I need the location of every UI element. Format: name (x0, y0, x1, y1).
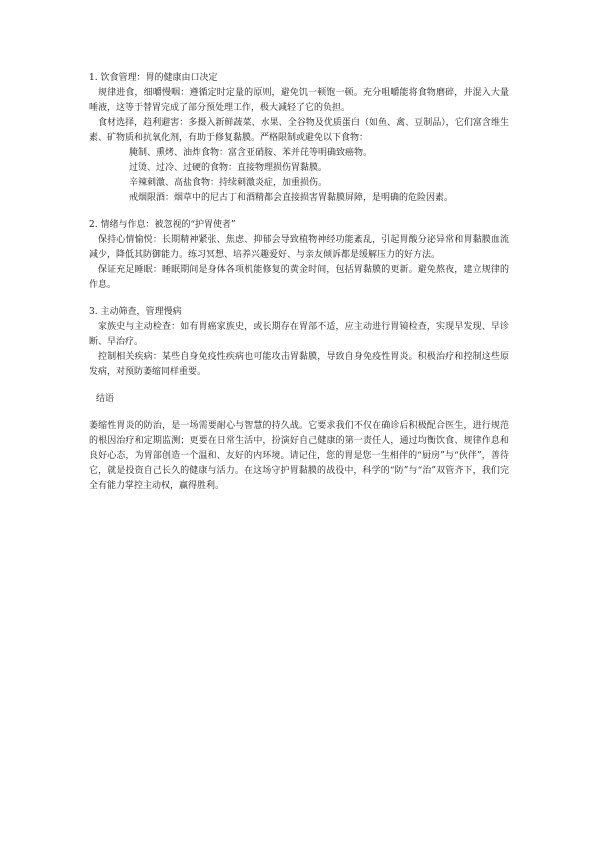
spacer (89, 407, 509, 419)
conclusion-paragraph: 萎缩性胃炎的防治，是一场需要耐心与智慧的持久战。它要求我们不仅在确诊后积极配合医生，进行规范的根因治疗和定期监测；更要在日常生活中，扮演好自己健康的第一责任人，通过均衡饮食、规律作息和良好心态，为胃部创造一个温和、友好的内环境。请记住，您的胃是您一生相伴的“厨房”与“伙伴”，善待它，就是投资自己长久的健康与活力。在这场守护胃黏膜的战役中，科学的“防”与“治”双管齐下，我们完全有能力掌控主动权，赢得胜利。 (89, 421, 509, 491)
list-item: 辛辣刺激、高盐食物：持续刺激炎症，加重损伤。 (129, 178, 328, 188)
paragraph-family-history: 家族史与主动检查：如有胃癌家族史，或长期存在胃部不适，应主动进行胃镜检查，实现早发现、早诊断、早治疗。 (89, 322, 509, 347)
list-item: 过烫、过冷、过硬的食物：直接物理损伤胃黏膜。 (129, 163, 328, 173)
paragraph-related-disease: 控制相关疾病：某些自身免疫性疾病也可能攻击胃黏膜，导致自身免疫性胃炎。积极治疗和控制这些原发病，对预防萎缩同样重要。 (89, 352, 509, 377)
conclusion-heading: 结语 (96, 394, 115, 404)
spacer (89, 293, 509, 305)
section-heading-screening: 3. 主动筛查，管理慢病 (89, 307, 182, 317)
list-item: 腌制、熏烤、油炸食物：富含亚硝胺、苯并芘等明确致癌物。 (129, 148, 373, 158)
section-heading-diet: 1. 饮食管理：胃的健康由口决定 (89, 73, 218, 83)
paragraph-food-choice: 食材选择，趋利避害：多摄入新鲜蔬菜、水果、全谷物及优质蛋白（如鱼、禽、豆制品），它们富含维生素、矿物质和抗氧化剂，有助于修复黏膜。严格限制或避免以下食物： (89, 118, 509, 143)
paragraph-regular-eating: 规律进食，细嚼慢咽：遵循定时定量的原则，避免饥一顿饱一顿。充分咀嚼能将食物磨碎，并混入大量唾液，这等于替胃完成了部分预处理工作，极大减轻了它的负担。 (89, 88, 509, 113)
document-page (89, 71, 509, 494)
list-item: 戒烟限酒：烟草中的尼古丁和酒精都会直接损害胃黏膜屏障，是明确的危险因素。 (129, 193, 454, 203)
paragraph-mood: 保持心情愉悦：长期精神紧张、焦虑、抑郁会导致植物神经功能紊乱，引起胃酸分泌异常和胃黏膜血流减少，降低其防御能力。练习冥想、培养兴趣爱好、与亲友倾诉都是缓解压力的好方法。 (89, 235, 509, 260)
paragraph-sleep: 保证充足睡眠：睡眠期间是身体各项机能修复的黄金时间，包括胃黏膜的更新。避免熬夜，建立规律的作息。 (89, 265, 509, 290)
spacer (89, 380, 509, 392)
spacer (89, 206, 509, 218)
avoid-food-list (89, 146, 509, 206)
section-heading-emotion: 2. 情绪与作息：被忽视的“护胃使者” (89, 220, 236, 230)
